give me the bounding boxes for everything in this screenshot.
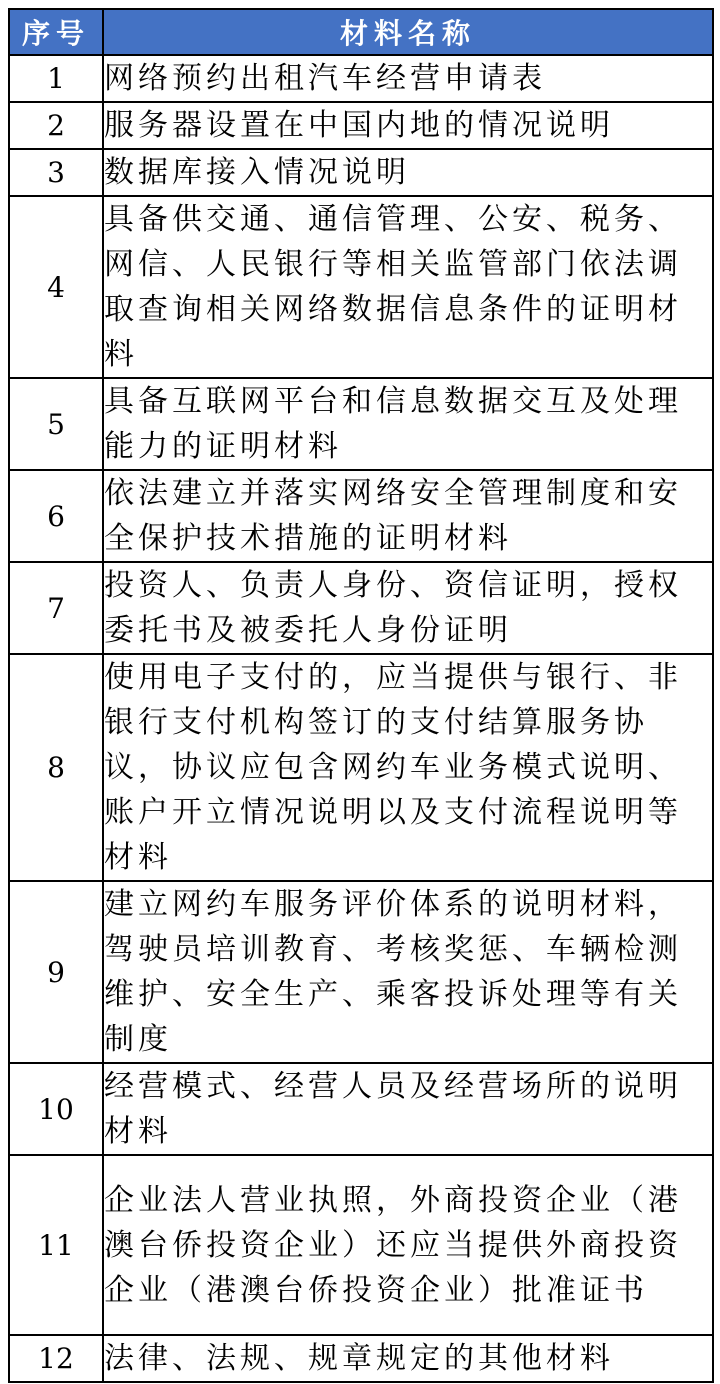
row-name: 法律、法规、规章规定的其他材料 bbox=[103, 1335, 713, 1382]
row-number: 4 bbox=[9, 196, 103, 378]
row-number: 12 bbox=[9, 1335, 103, 1382]
materials-table bbox=[8, 8, 714, 1383]
table-header-row bbox=[9, 9, 713, 55]
table-row bbox=[9, 196, 713, 378]
table-row bbox=[9, 470, 713, 562]
row-number: 3 bbox=[9, 149, 103, 196]
row-name: 数据库接入情况说明 bbox=[103, 149, 713, 196]
row-number: 8 bbox=[9, 654, 103, 881]
row-name: 网络预约出租汽车经营申请表 bbox=[103, 55, 713, 102]
row-name: 具备供交通、通信管理、公安、税务、网信、人民银行等相关监管部门依法调取查询相关网络数据信息条件的证明材料 bbox=[103, 196, 713, 378]
row-number: 6 bbox=[9, 470, 103, 562]
row-name: 依法建立并落实网络安全管理制度和安全保护技术措施的证明材料 bbox=[103, 470, 713, 562]
row-number: 9 bbox=[9, 881, 103, 1063]
row-name: 使用电子支付的，应当提供与银行、非银行支付机构签订的支付结算服务协议，协议应包含网约车业务模式说明、账户开立情况说明以及支付流程说明等材料 bbox=[103, 654, 713, 881]
header-name: 材料名称 bbox=[103, 9, 713, 55]
row-number: 2 bbox=[9, 102, 103, 149]
row-name: 企业法人营业执照，外商投资企业（港澳台侨投资企业）还应当提供外商投资企业（港澳台侨投资企业）批准证书 bbox=[103, 1155, 713, 1335]
table-row bbox=[9, 55, 713, 102]
row-name: 建立网约车服务评价体系的说明材料，驾驶员培训教育、考核奖惩、车辆检测维护、安全生产、乘客投诉处理等有关制度 bbox=[103, 881, 713, 1063]
row-number: 11 bbox=[9, 1155, 103, 1335]
table-row bbox=[9, 654, 713, 881]
header-number: 序号 bbox=[9, 9, 103, 55]
table-row bbox=[9, 1063, 713, 1155]
row-number: 7 bbox=[9, 562, 103, 654]
table-row bbox=[9, 562, 713, 654]
row-number: 1 bbox=[9, 55, 103, 102]
row-number: 5 bbox=[9, 378, 103, 470]
row-name: 具备互联网平台和信息数据交互及处理能力的证明材料 bbox=[103, 378, 713, 470]
row-name: 服务器设置在中国内地的情况说明 bbox=[103, 102, 713, 149]
table-row bbox=[9, 149, 713, 196]
table-row bbox=[9, 1335, 713, 1382]
table-row bbox=[9, 102, 713, 149]
table-row bbox=[9, 881, 713, 1063]
table-row bbox=[9, 1155, 713, 1335]
row-name: 投资人、负责人身份、资信证明，授权委托书及被委托人身份证明 bbox=[103, 562, 713, 654]
row-name: 经营模式、经营人员及经营场所的说明材料 bbox=[103, 1063, 713, 1155]
table-row bbox=[9, 378, 713, 470]
row-number: 10 bbox=[9, 1063, 103, 1155]
